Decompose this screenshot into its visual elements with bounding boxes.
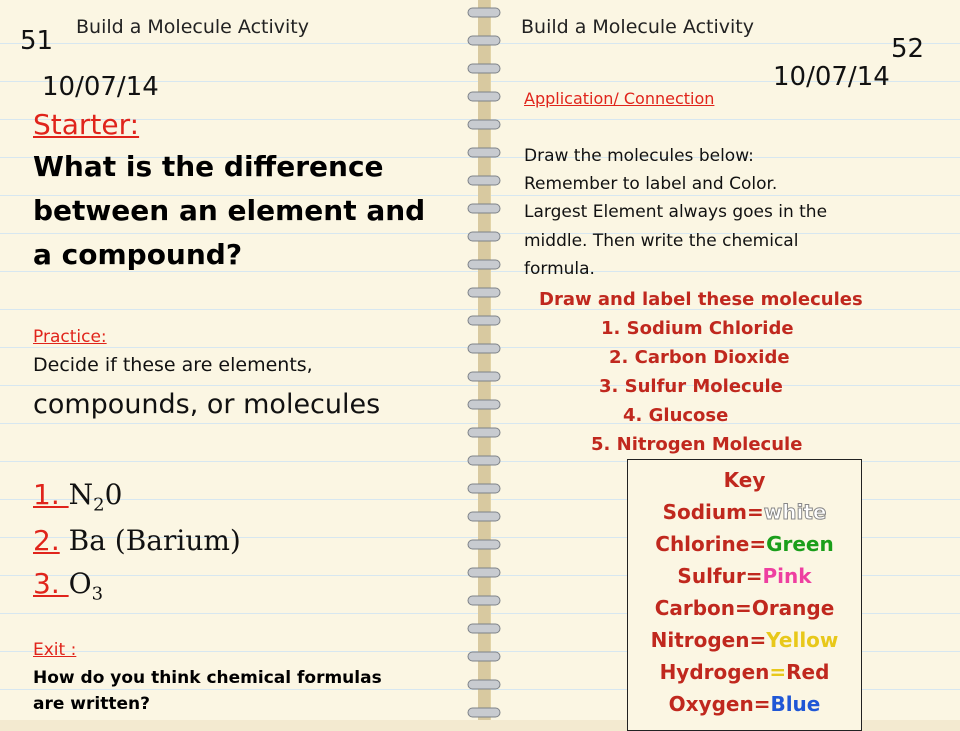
- starter-question-line-3: a compound?: [33, 238, 243, 271]
- exit-question-line-2: are written?: [33, 694, 150, 714]
- spiral-ring: [468, 456, 500, 465]
- key-equals: =: [749, 628, 767, 652]
- right-header: Build a Molecule Activity: [521, 16, 754, 38]
- molecule-item-2: 2. Carbon Dioxide: [609, 347, 790, 368]
- left-page: [0, 0, 479, 720]
- key-element: Sulfur: [677, 564, 746, 588]
- item-subscript: 3: [91, 583, 104, 605]
- spiral-ring: [468, 568, 500, 577]
- spiral-ring: [468, 540, 500, 549]
- key-element: Oxygen: [668, 692, 754, 716]
- key-equals: =: [769, 660, 787, 684]
- key-equals: =: [735, 596, 752, 620]
- molecule-item-5: 5. Nitrogen Molecule: [591, 434, 803, 455]
- binding-gutter: [478, 0, 490, 720]
- left-header: Build a Molecule Activity: [76, 16, 309, 38]
- key-element: Sodium: [662, 500, 747, 524]
- item-tail: 0: [104, 478, 123, 511]
- spiral-ring: [468, 624, 500, 633]
- key-color: Pink: [762, 564, 812, 588]
- instruction-line-5: formula.: [524, 259, 595, 279]
- spiral-ring: [468, 232, 500, 241]
- key-element: Carbon: [654, 596, 736, 620]
- practice-item-1: [33, 478, 122, 516]
- spiral-ring: [468, 652, 500, 661]
- spiral-ring: [468, 372, 500, 381]
- right-date: 10/07/14: [773, 62, 890, 92]
- instruction-line-3: Largest Element always goes in the: [524, 202, 828, 222]
- key-element: Chlorine: [655, 532, 750, 556]
- spiral-ring: [468, 120, 500, 129]
- left-date: 10/07/14: [42, 72, 159, 102]
- key-equals: =: [746, 500, 764, 524]
- key-color: Blue: [770, 692, 821, 716]
- spiral-ring: [468, 176, 500, 185]
- practice-item-3: [33, 567, 103, 605]
- item-subscript: 2: [93, 494, 105, 516]
- practice-label: Practice:: [33, 327, 107, 347]
- right-page-number: 52: [891, 34, 925, 64]
- key-element: Hydrogen: [659, 660, 770, 684]
- spiral-ring: [468, 428, 500, 437]
- spiral-ring: [468, 36, 500, 45]
- spiral-ring: [468, 400, 500, 409]
- key-row-sodium: [628, 500, 861, 524]
- spiral-ring: [468, 708, 500, 717]
- starter-label: Starter:: [33, 108, 140, 141]
- key-row-sulfur: [628, 564, 861, 588]
- spiral-ring: [468, 344, 500, 353]
- spiral-ring: [468, 8, 500, 17]
- starter-question-line-1: What is the difference: [33, 150, 384, 183]
- practice-text: Decide if these are elements,: [33, 354, 313, 376]
- spiral-ring: [468, 148, 500, 157]
- instruction-line-4: middle. Then write the chemical: [524, 231, 799, 251]
- key-color: Red: [786, 660, 830, 684]
- instruction-line-1: Draw the molecules below:: [524, 146, 754, 166]
- key-row-hydrogen: [628, 660, 861, 684]
- key-color: Orange: [751, 596, 835, 620]
- key-row-oxygen: [628, 692, 861, 716]
- spiral-ring: [468, 596, 500, 605]
- molecule-item-4: 4. Glucose: [623, 405, 729, 426]
- color-key: [627, 459, 862, 731]
- item-formula: Ba (Barium): [59, 524, 241, 557]
- key-color: Yellow: [766, 628, 839, 652]
- item-formula: N: [68, 478, 94, 511]
- key-equals: =: [749, 532, 767, 556]
- instruction-line-2: Remember to label and Color.: [524, 174, 778, 194]
- spiral-ring: [468, 260, 500, 269]
- spiral-ring: [468, 288, 500, 297]
- spiral-ring: [468, 512, 500, 521]
- spiral-ring: [468, 64, 500, 73]
- draw-title: Draw and label these molecules: [539, 289, 863, 310]
- key-color: Green: [766, 532, 834, 556]
- spiral-ring: [468, 316, 500, 325]
- spiral-ring: [468, 92, 500, 101]
- starter-question-line-2: between an element and: [33, 194, 426, 227]
- key-element: Nitrogen: [650, 628, 750, 652]
- spiral-ring: [468, 484, 500, 493]
- key-row-nitrogen: [628, 628, 861, 652]
- key-equals: =: [753, 692, 771, 716]
- molecule-item-3: 3. Sulfur Molecule: [599, 376, 783, 397]
- application-label: Application/ Connection: [524, 89, 715, 108]
- item-number: 3.: [33, 567, 69, 600]
- key-row-carbon: [628, 596, 861, 620]
- key-title: Key: [723, 468, 766, 492]
- spiral-binding: [466, 0, 502, 720]
- key-color: white: [763, 500, 827, 524]
- spiral-ring: [468, 680, 500, 689]
- key-equals: =: [745, 564, 763, 588]
- item-formula: O: [68, 567, 92, 600]
- practice-text-2: compounds, or molecules: [33, 389, 381, 420]
- molecule-item-1: 1. Sodium Chloride: [601, 318, 794, 339]
- spiral-ring: [468, 204, 500, 213]
- key-row-chlorine: [628, 532, 861, 556]
- left-page-number: 51: [20, 26, 54, 56]
- practice-item-2: [33, 524, 241, 557]
- exit-question-line-1: How do you think chemical formulas: [33, 668, 382, 688]
- item-number: 1.: [33, 478, 69, 511]
- item-number: 2.: [33, 524, 60, 557]
- exit-label: Exit :: [33, 640, 77, 660]
